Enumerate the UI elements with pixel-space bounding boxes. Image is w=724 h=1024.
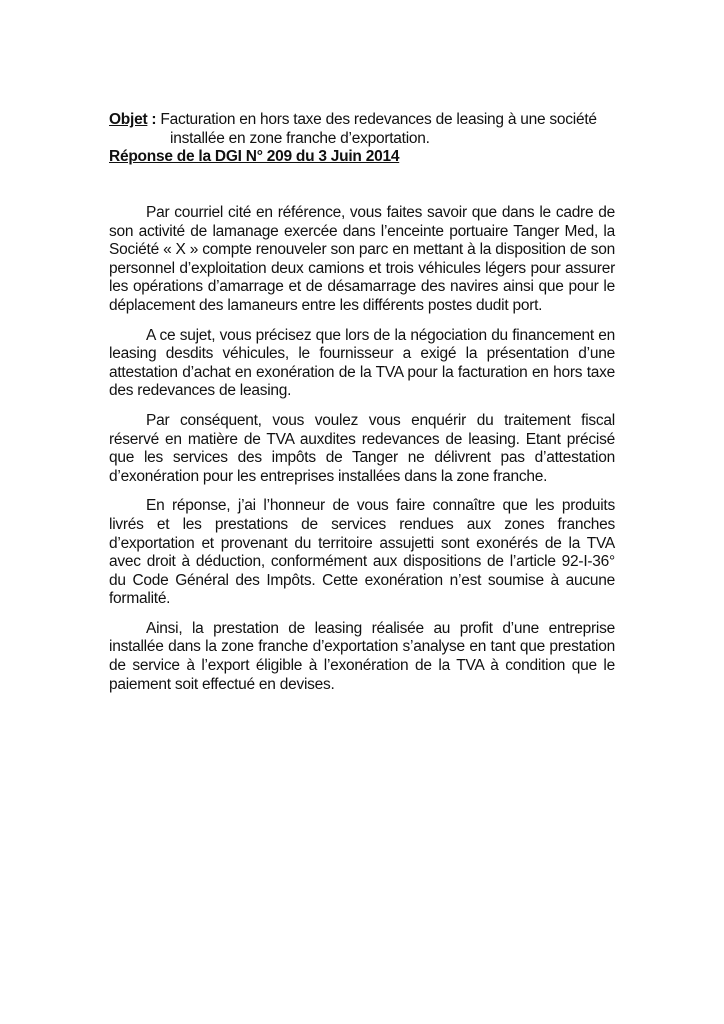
- objet-colon: :: [147, 111, 157, 128]
- paragraph-2: A ce sujet, vous précisez que lors de la négociation du financement en leasing desdits véhicules, le fournisseur a exigé la présentation d’une attestation d’achat en exonération de la TVA pour la facturation en hors taxe des redevances de leasing.: [109, 326, 615, 400]
- paragraph-3: Par conséquent, vous voulez vous enquérir du traitement fiscal réservé en matière de TVA auxdites redevances de leasing. Etant précisé que les services des impôts de Tanger ne délivrent pas d’attestation d’exonération pour les entreprises installées dans la zone franche.: [109, 411, 615, 485]
- document-header: [109, 111, 619, 167]
- objet-line: [109, 111, 619, 130]
- document-body: [109, 204, 615, 705]
- objet-text-line2: installée en zone franche d’exportation.: [170, 129, 430, 147]
- paragraph-4: En réponse, j’ai l’honneur de vous faire connaître que les produits livrés et les prestations de services rendues aux zones franches d’exportation et provenant du territoire assujetti sont exonérés de la TVA avec droit à déduction, conformément aux dispositions de l’article 92-I-36° du Code Général des Impôts. Cette exonération n’est soumise à aucune formalité.: [109, 497, 615, 608]
- objet-text-line1: Facturation en hors taxe des redevances de leasing à une société: [160, 111, 597, 128]
- paragraph-1: Par courriel cité en référence, vous faites savoir que dans le cadre de son activité de lamanage exercée dans l’enceinte portuaire Tanger Med, la Société « X » compte renouveler son parc en mettant à la disposition de son personnel d’exploitation deux camions et trois véhicules légers pour assurer les opérations d’amarrage et de désamarrage des navires ainsi que pour le déplacement des lamaneurs entre les différents postes dudit port.: [109, 204, 615, 314]
- reponse-title: Réponse de la DGI N° 209 du 3 Juin 2014: [109, 148, 400, 165]
- paragraph-5: Ainsi, la prestation de leasing réalisée au profit d’une entreprise installée dans la zone franche d’exportation s’analyse en tant que prestation de service à l’export éligible à l’exonération de la TVA à condition que le paiement soit effectué en devises.: [109, 619, 615, 693]
- objet-label: Objet: [109, 111, 148, 128]
